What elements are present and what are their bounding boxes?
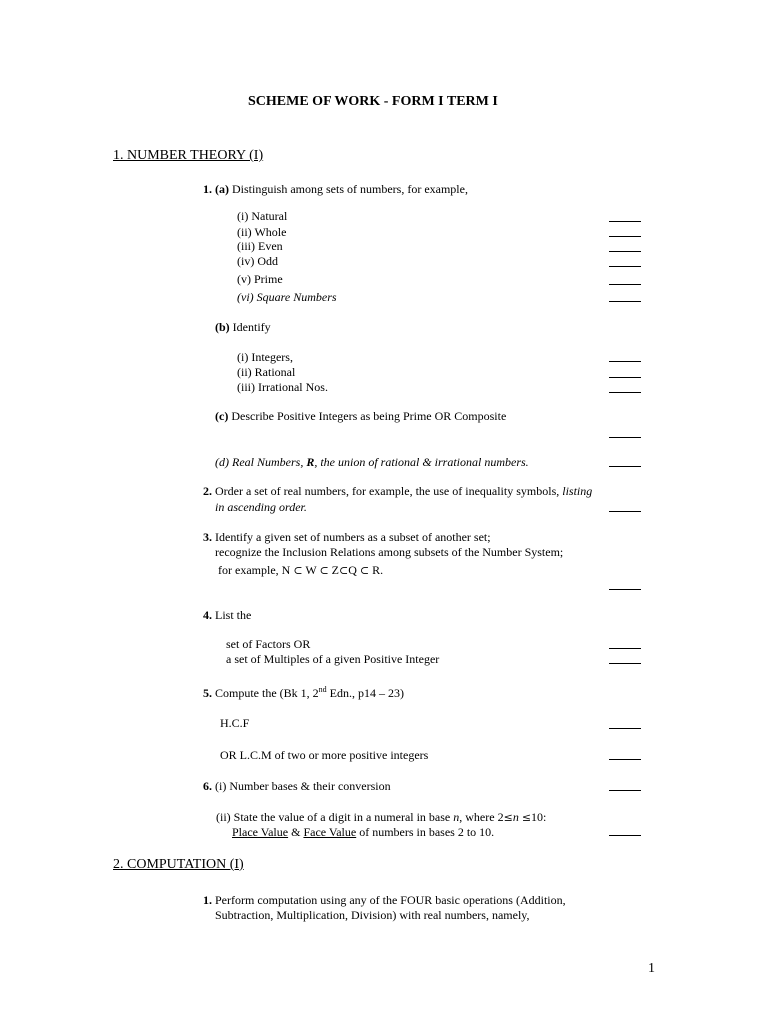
subset-symbol: ⊂ bbox=[359, 564, 370, 577]
list-item: (i) Natural bbox=[237, 209, 288, 223]
answer-blank bbox=[609, 466, 641, 467]
item-4 bbox=[203, 608, 251, 622]
item-1b bbox=[215, 320, 271, 334]
item-4-text: List the bbox=[215, 608, 252, 622]
subset-symbol: ⊂ bbox=[339, 564, 349, 577]
section-heading-computation: 2. COMPUTATION (I) bbox=[113, 857, 244, 872]
set-q: Q bbox=[348, 563, 357, 577]
answer-blank bbox=[609, 392, 641, 393]
answer-blank bbox=[609, 759, 641, 760]
face-value: Face Value bbox=[303, 825, 357, 839]
item-6-line3-post: of numbers in bases 2 to 10. bbox=[359, 825, 495, 839]
item-5-sup: nd bbox=[318, 685, 327, 694]
answer-blank bbox=[609, 728, 641, 729]
item-6-line2-pre: (ii) State the value of a digit in a numeral in base bbox=[216, 810, 451, 824]
set-z: Z bbox=[331, 563, 339, 577]
real-numbers-symbol: R bbox=[306, 455, 315, 469]
list-item: (iii) Irrational Nos. bbox=[237, 380, 328, 394]
item-number: 4. bbox=[203, 608, 212, 622]
item-3-text: Identify a given set of numbers as a subset of another set; bbox=[215, 530, 491, 544]
answer-blank bbox=[609, 790, 641, 791]
item-1d-post: , the union of rational & irrational numbers. bbox=[314, 455, 529, 469]
item-number: 5. bbox=[203, 686, 212, 700]
ampersand: & bbox=[291, 825, 301, 839]
item-4-line2: a set of Multiples of a given Positive Integer bbox=[226, 652, 440, 666]
le-symbol: ≤ bbox=[503, 811, 513, 824]
sub-label-c: (c) bbox=[215, 409, 229, 423]
item-3-line1 bbox=[203, 530, 491, 544]
item-2-text: Order a set of real numbers, for example, the use of inequality symbols, bbox=[215, 484, 560, 498]
item-1d bbox=[215, 455, 529, 469]
list-item: (ii) Rational bbox=[237, 365, 296, 379]
item-2-line1 bbox=[203, 484, 592, 498]
item-3-example: for example, N bbox=[218, 563, 291, 577]
item-2-italic: listing bbox=[562, 484, 593, 498]
set-w: W bbox=[305, 563, 317, 577]
answer-blank bbox=[609, 266, 641, 267]
answer-blank bbox=[609, 589, 641, 590]
item-6-text: (i) Number bases & their conversion bbox=[215, 779, 391, 793]
item-1c bbox=[215, 409, 506, 423]
list-item: (iv) Odd bbox=[237, 254, 278, 268]
item-1d-pre: (d) Real Numbers, bbox=[215, 455, 304, 469]
item-5 bbox=[203, 686, 404, 700]
item-number: 3. bbox=[203, 530, 212, 544]
answer-blank bbox=[609, 251, 641, 252]
answer-blank bbox=[609, 221, 641, 222]
subset-symbol: ⊂ bbox=[319, 564, 329, 577]
item-3-line3 bbox=[218, 563, 383, 578]
page-number: 1 bbox=[648, 961, 655, 976]
list-item: (i) Integers, bbox=[237, 350, 293, 364]
base-n: n bbox=[453, 810, 460, 824]
item-1a bbox=[203, 182, 468, 196]
item-6-line2-post: 10: bbox=[531, 810, 547, 824]
sub-label-b: (b) bbox=[215, 320, 230, 334]
answer-blank bbox=[609, 648, 641, 649]
sub-label-a: (a) bbox=[215, 182, 229, 196]
section2-item-1-text: Perform computation using any of the FOUR basic operations (Addition, bbox=[215, 893, 566, 907]
item-number: 2. bbox=[203, 484, 212, 498]
item-4-line1: set of Factors OR bbox=[226, 637, 311, 651]
list-item: (vi) Square Numbers bbox=[237, 290, 337, 304]
item-6-line2-mid: , where 2 bbox=[459, 810, 504, 824]
subset-symbol: ⊂ bbox=[293, 564, 303, 577]
item-2-line2: in ascending order. bbox=[215, 500, 307, 514]
list-item: (iii) Even bbox=[237, 239, 283, 253]
answer-blank bbox=[609, 284, 641, 285]
item-5-line1: H.C.F bbox=[220, 716, 250, 730]
section2-item-1-line1 bbox=[203, 893, 566, 907]
item-number: 1. bbox=[203, 893, 212, 907]
answer-blank bbox=[609, 301, 641, 302]
answer-blank bbox=[609, 377, 641, 378]
answer-blank bbox=[609, 361, 641, 362]
item-1b-text: Identify bbox=[232, 320, 271, 334]
answer-blank bbox=[609, 236, 641, 237]
answer-blank bbox=[609, 835, 641, 836]
section2-item-1-line2: Subtraction, Multiplication, Division) with real numbers, namely, bbox=[215, 908, 530, 922]
item-6-line2 bbox=[216, 810, 546, 825]
set-r: R. bbox=[372, 563, 384, 577]
answer-blank bbox=[609, 437, 641, 438]
page-title: SCHEME OF WORK - FORM I TERM I bbox=[248, 94, 498, 109]
section-heading-number-theory: 1. NUMBER THEORY (I) bbox=[113, 148, 264, 163]
item-number: 6. bbox=[203, 779, 212, 793]
place-value: Place Value bbox=[232, 825, 289, 839]
item-3-line2: recognize the Inclusion Relations among subsets of the Number System; bbox=[215, 545, 564, 559]
item-6-line1 bbox=[203, 779, 391, 793]
list-item: (v) Prime bbox=[237, 272, 283, 286]
base-n: n bbox=[512, 810, 519, 824]
item-5-text-pre: Compute the (Bk 1, 2 bbox=[215, 686, 319, 700]
item-number: 1. bbox=[203, 182, 212, 196]
item-5-text-post: Edn., p14 – 23) bbox=[329, 686, 404, 700]
le-symbol: ≤ bbox=[521, 811, 532, 824]
answer-blank bbox=[609, 663, 641, 664]
item-1c-text: Describe Positive Integers as being Prime OR Composite bbox=[231, 409, 507, 423]
list-item: (ii) Whole bbox=[237, 225, 287, 239]
item-1a-text: Distinguish among sets of numbers, for example, bbox=[232, 182, 468, 196]
answer-blank bbox=[609, 511, 641, 512]
item-5-line2: OR L.C.M of two or more positive integers bbox=[220, 748, 429, 762]
item-6-line3 bbox=[232, 825, 494, 839]
